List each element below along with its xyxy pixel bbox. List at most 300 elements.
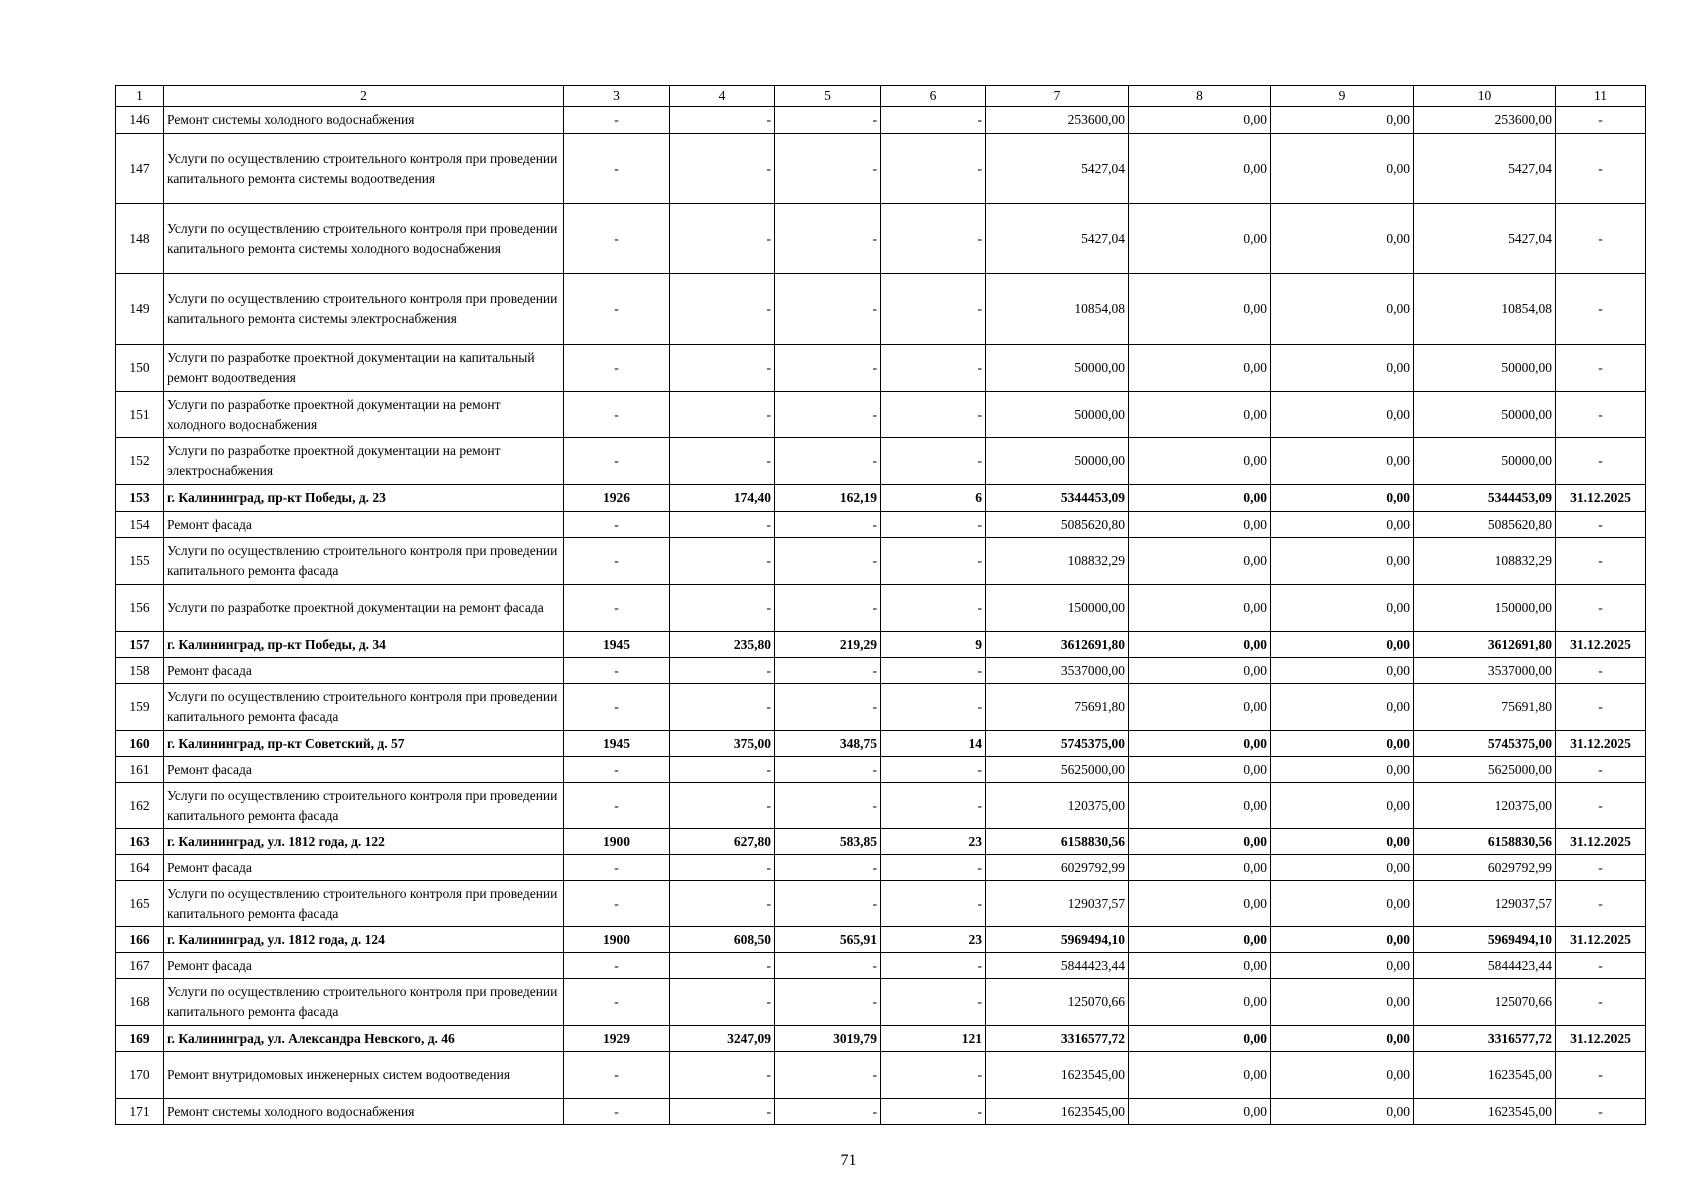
- owner-funds-cell: 125070,66: [1414, 979, 1556, 1026]
- federal-funds-cell: 0,00: [1129, 783, 1271, 829]
- work-item-row: [116, 684, 1646, 731]
- row-number-cell: 159: [116, 684, 164, 731]
- work-item-row: [116, 204, 1646, 274]
- work-item-row: [116, 658, 1646, 684]
- regional-funds-cell: 0,00: [1271, 538, 1414, 585]
- work-item-row: [116, 757, 1646, 783]
- owner-funds-cell: 5969494,10: [1414, 927, 1556, 953]
- description-cell: Ремонт внутридомовых инженерных систем водоотведения: [164, 1052, 564, 1099]
- area-total-cell: 235,80: [670, 632, 775, 658]
- federal-funds-cell: 0,00: [1129, 512, 1271, 538]
- year-cell: -: [564, 538, 670, 585]
- row-number-cell: 158: [116, 658, 164, 684]
- work-item-row: [116, 512, 1646, 538]
- year-cell: -: [564, 855, 670, 881]
- federal-funds-cell: 0,00: [1129, 979, 1271, 1026]
- deadline-cell: 31.12.2025: [1556, 632, 1646, 658]
- work-item-row: [116, 881, 1646, 927]
- residents-cell: -: [881, 512, 986, 538]
- area-total-cell: 608,50: [670, 927, 775, 953]
- regional-funds-cell: 0,00: [1271, 134, 1414, 204]
- federal-funds-cell: 0,00: [1129, 438, 1271, 485]
- residents-cell: 14: [881, 731, 986, 757]
- work-item-row: [116, 107, 1646, 134]
- area-total-cell: -: [670, 855, 775, 881]
- description-cell: г. Калининград, ул. 1812 года, д. 122: [164, 829, 564, 855]
- area-living-cell: 219,29: [775, 632, 881, 658]
- area-living-cell: 565,91: [775, 927, 881, 953]
- residents-cell: -: [881, 585, 986, 632]
- total-cost-cell: 50000,00: [986, 392, 1129, 438]
- regional-funds-cell: 0,00: [1271, 684, 1414, 731]
- work-item-row: [116, 1052, 1646, 1099]
- regional-funds-cell: 0,00: [1271, 204, 1414, 274]
- year-cell: -: [564, 684, 670, 731]
- work-item-row: [116, 392, 1646, 438]
- residents-cell: -: [881, 881, 986, 927]
- row-number-cell: 169: [116, 1026, 164, 1052]
- area-total-cell: -: [670, 585, 775, 632]
- total-cost-cell: 125070,66: [986, 979, 1129, 1026]
- total-cost-cell: 129037,57: [986, 881, 1129, 927]
- owner-funds-cell: 5085620,80: [1414, 512, 1556, 538]
- year-cell: -: [564, 345, 670, 392]
- description-cell: Услуги по осуществлению строительного контроля при проведении капитального ремонта фасада: [164, 979, 564, 1026]
- area-total-cell: -: [670, 1099, 775, 1125]
- area-living-cell: -: [775, 855, 881, 881]
- area-total-cell: -: [670, 953, 775, 979]
- federal-funds-cell: 0,00: [1129, 684, 1271, 731]
- area-living-cell: -: [775, 1099, 881, 1125]
- work-item-row: [116, 134, 1646, 204]
- area-living-cell: -: [775, 953, 881, 979]
- area-living-cell: 162,19: [775, 485, 881, 512]
- row-number-cell: 148: [116, 204, 164, 274]
- federal-funds-cell: 0,00: [1129, 658, 1271, 684]
- deadline-cell: -: [1556, 107, 1646, 134]
- regional-funds-cell: 0,00: [1271, 512, 1414, 538]
- column-header: 11: [1556, 86, 1646, 107]
- area-total-cell: -: [670, 783, 775, 829]
- regional-funds-cell: 0,00: [1271, 485, 1414, 512]
- work-item-row: [116, 855, 1646, 881]
- regional-funds-cell: 0,00: [1271, 953, 1414, 979]
- description-cell: Услуги по разработке проектной документации на ремонт холодного водоснабжения: [164, 392, 564, 438]
- column-header: 9: [1271, 86, 1414, 107]
- area-total-cell: -: [670, 881, 775, 927]
- year-cell: -: [564, 881, 670, 927]
- residents-cell: 9: [881, 632, 986, 658]
- area-living-cell: -: [775, 134, 881, 204]
- residents-cell: -: [881, 783, 986, 829]
- description-cell: Ремонт фасада: [164, 512, 564, 538]
- total-cost-cell: 3612691,80: [986, 632, 1129, 658]
- area-total-cell: 174,40: [670, 485, 775, 512]
- area-total-cell: 627,80: [670, 829, 775, 855]
- deadline-cell: -: [1556, 757, 1646, 783]
- federal-funds-cell: 0,00: [1129, 953, 1271, 979]
- regional-funds-cell: 0,00: [1271, 1026, 1414, 1052]
- residents-cell: -: [881, 392, 986, 438]
- description-cell: Ремонт фасада: [164, 658, 564, 684]
- regional-funds-cell: 0,00: [1271, 658, 1414, 684]
- owner-funds-cell: 6029792,99: [1414, 855, 1556, 881]
- description-cell: Ремонт системы холодного водоснабжения: [164, 107, 564, 134]
- total-cost-cell: 3537000,00: [986, 658, 1129, 684]
- regional-funds-cell: 0,00: [1271, 392, 1414, 438]
- column-header: 8: [1129, 86, 1271, 107]
- deadline-cell: -: [1556, 274, 1646, 345]
- owner-funds-cell: 120375,00: [1414, 783, 1556, 829]
- area-living-cell: -: [775, 757, 881, 783]
- area-total-cell: -: [670, 757, 775, 783]
- area-total-cell: -: [670, 134, 775, 204]
- residents-cell: 23: [881, 829, 986, 855]
- total-cost-cell: 3316577,72: [986, 1026, 1129, 1052]
- address-row: [116, 632, 1646, 658]
- area-living-cell: 348,75: [775, 731, 881, 757]
- residents-cell: -: [881, 107, 986, 134]
- description-cell: Услуги по осуществлению строительного контроля при проведении капитального ремонта системы водоотведения: [164, 134, 564, 204]
- area-living-cell: -: [775, 107, 881, 134]
- row-number-cell: 170: [116, 1052, 164, 1099]
- total-cost-cell: 120375,00: [986, 783, 1129, 829]
- residents-cell: -: [881, 684, 986, 731]
- area-total-cell: -: [670, 512, 775, 538]
- page-number: 71: [840, 1152, 857, 1169]
- total-cost-cell: 50000,00: [986, 345, 1129, 392]
- work-item-row: [116, 979, 1646, 1026]
- description-cell: Услуги по осуществлению строительного контроля при проведении капитального ремонта системы электроснабжения: [164, 274, 564, 345]
- owner-funds-cell: 5427,04: [1414, 134, 1556, 204]
- area-living-cell: -: [775, 658, 881, 684]
- year-cell: 1945: [564, 731, 670, 757]
- residents-cell: -: [881, 658, 986, 684]
- work-item-row: [116, 438, 1646, 485]
- total-cost-cell: 1623545,00: [986, 1052, 1129, 1099]
- residents-cell: -: [881, 953, 986, 979]
- row-number-cell: 146: [116, 107, 164, 134]
- area-total-cell: -: [670, 684, 775, 731]
- column-header: 4: [670, 86, 775, 107]
- residents-cell: -: [881, 979, 986, 1026]
- description-cell: г. Калининград, ул. Александра Невского, д. 46: [164, 1026, 564, 1052]
- row-number-cell: 171: [116, 1099, 164, 1125]
- area-living-cell: -: [775, 538, 881, 585]
- deadline-cell: -: [1556, 512, 1646, 538]
- regional-funds-cell: 0,00: [1271, 1099, 1414, 1125]
- area-total-cell: -: [670, 274, 775, 345]
- owner-funds-cell: 1623545,00: [1414, 1052, 1556, 1099]
- owner-funds-cell: 50000,00: [1414, 392, 1556, 438]
- description-cell: г. Калининград, пр-кт Победы, д. 34: [164, 632, 564, 658]
- year-cell: -: [564, 757, 670, 783]
- row-number-cell: 147: [116, 134, 164, 204]
- row-number-cell: 151: [116, 392, 164, 438]
- area-total-cell: -: [670, 345, 775, 392]
- row-number-cell: 157: [116, 632, 164, 658]
- deadline-cell: -: [1556, 1099, 1646, 1125]
- residents-cell: -: [881, 855, 986, 881]
- total-cost-cell: 6029792,99: [986, 855, 1129, 881]
- deadline-cell: -: [1556, 979, 1646, 1026]
- area-living-cell: -: [775, 204, 881, 274]
- row-number-cell: 166: [116, 927, 164, 953]
- owner-funds-cell: 253600,00: [1414, 107, 1556, 134]
- area-living-cell: -: [775, 881, 881, 927]
- year-cell: 1900: [564, 829, 670, 855]
- area-total-cell: -: [670, 438, 775, 485]
- description-cell: Услуги по разработке проектной документации на капитальный ремонт водоотведения: [164, 345, 564, 392]
- row-number-cell: 150: [116, 345, 164, 392]
- deadline-cell: -: [1556, 953, 1646, 979]
- federal-funds-cell: 0,00: [1129, 927, 1271, 953]
- year-cell: -: [564, 783, 670, 829]
- year-cell: 1900: [564, 927, 670, 953]
- residents-cell: 121: [881, 1026, 986, 1052]
- year-cell: -: [564, 979, 670, 1026]
- total-cost-cell: 108832,29: [986, 538, 1129, 585]
- description-cell: г. Калининград, пр-кт Советский, д. 57: [164, 731, 564, 757]
- owner-funds-cell: 5427,04: [1414, 204, 1556, 274]
- year-cell: -: [564, 134, 670, 204]
- residents-cell: -: [881, 274, 986, 345]
- year-cell: -: [564, 392, 670, 438]
- federal-funds-cell: 0,00: [1129, 392, 1271, 438]
- federal-funds-cell: 0,00: [1129, 274, 1271, 345]
- work-item-row: [116, 345, 1646, 392]
- deadline-cell: -: [1556, 345, 1646, 392]
- deadline-cell: -: [1556, 855, 1646, 881]
- deadline-cell: 31.12.2025: [1556, 485, 1646, 512]
- year-cell: 1945: [564, 632, 670, 658]
- row-number-cell: 163: [116, 829, 164, 855]
- regional-funds-cell: 0,00: [1271, 829, 1414, 855]
- address-row: [116, 1026, 1646, 1052]
- area-living-cell: -: [775, 512, 881, 538]
- description-cell: Ремонт фасада: [164, 757, 564, 783]
- federal-funds-cell: 0,00: [1129, 1099, 1271, 1125]
- area-living-cell: -: [775, 684, 881, 731]
- description-cell: г. Калининград, ул. 1812 года, д. 124: [164, 927, 564, 953]
- deadline-cell: -: [1556, 1052, 1646, 1099]
- description-cell: Ремонт системы холодного водоснабжения: [164, 1099, 564, 1125]
- residents-cell: 6: [881, 485, 986, 512]
- owner-funds-cell: 5745375,00: [1414, 731, 1556, 757]
- federal-funds-cell: 0,00: [1129, 829, 1271, 855]
- owner-funds-cell: 150000,00: [1414, 585, 1556, 632]
- owner-funds-cell: 1623545,00: [1414, 1099, 1556, 1125]
- area-living-cell: -: [775, 1052, 881, 1099]
- regional-funds-cell: 0,00: [1271, 1052, 1414, 1099]
- deadline-cell: -: [1556, 538, 1646, 585]
- area-living-cell: -: [775, 274, 881, 345]
- federal-funds-cell: 0,00: [1129, 881, 1271, 927]
- year-cell: 1926: [564, 485, 670, 512]
- column-number-row: [116, 86, 1646, 107]
- deadline-cell: -: [1556, 783, 1646, 829]
- year-cell: -: [564, 585, 670, 632]
- description-cell: Услуги по осуществлению строительного контроля при проведении капитального ремонта фасада: [164, 881, 564, 927]
- area-total-cell: -: [670, 1052, 775, 1099]
- year-cell: -: [564, 274, 670, 345]
- total-cost-cell: 75691,80: [986, 684, 1129, 731]
- description-cell: Ремонт фасада: [164, 953, 564, 979]
- area-total-cell: 375,00: [670, 731, 775, 757]
- row-number-cell: 167: [116, 953, 164, 979]
- deadline-cell: -: [1556, 204, 1646, 274]
- federal-funds-cell: 0,00: [1129, 1052, 1271, 1099]
- total-cost-cell: 150000,00: [986, 585, 1129, 632]
- area-total-cell: -: [670, 979, 775, 1026]
- total-cost-cell: 5969494,10: [986, 927, 1129, 953]
- federal-funds-cell: 0,00: [1129, 204, 1271, 274]
- area-total-cell: -: [670, 204, 775, 274]
- row-number-cell: 165: [116, 881, 164, 927]
- row-number-cell: 149: [116, 274, 164, 345]
- federal-funds-cell: 0,00: [1129, 1026, 1271, 1052]
- deadline-cell: -: [1556, 881, 1646, 927]
- regional-funds-cell: 0,00: [1271, 979, 1414, 1026]
- residents-cell: -: [881, 204, 986, 274]
- regional-funds-cell: 0,00: [1271, 585, 1414, 632]
- row-number-cell: 162: [116, 783, 164, 829]
- residents-cell: 23: [881, 927, 986, 953]
- regional-funds-cell: 0,00: [1271, 927, 1414, 953]
- row-number-cell: 155: [116, 538, 164, 585]
- row-number-cell: 152: [116, 438, 164, 485]
- area-living-cell: -: [775, 783, 881, 829]
- residents-cell: -: [881, 134, 986, 204]
- federal-funds-cell: 0,00: [1129, 585, 1271, 632]
- work-item-row: [116, 585, 1646, 632]
- owner-funds-cell: 129037,57: [1414, 881, 1556, 927]
- owner-funds-cell: 3316577,72: [1414, 1026, 1556, 1052]
- row-number-cell: 164: [116, 855, 164, 881]
- owner-funds-cell: 3537000,00: [1414, 658, 1556, 684]
- total-cost-cell: 5085620,80: [986, 512, 1129, 538]
- description-cell: Услуги по осуществлению строительного контроля при проведении капитального ремонта фасада: [164, 684, 564, 731]
- owner-funds-cell: 3612691,80: [1414, 632, 1556, 658]
- column-header: 2: [164, 86, 564, 107]
- regional-funds-cell: 0,00: [1271, 731, 1414, 757]
- area-living-cell: -: [775, 585, 881, 632]
- federal-funds-cell: 0,00: [1129, 538, 1271, 585]
- repair-program-table: [115, 85, 1646, 1125]
- total-cost-cell: 5344453,09: [986, 485, 1129, 512]
- regional-funds-cell: 0,00: [1271, 438, 1414, 485]
- federal-funds-cell: 0,00: [1129, 855, 1271, 881]
- area-total-cell: -: [670, 392, 775, 438]
- row-number-cell: 161: [116, 757, 164, 783]
- regional-funds-cell: 0,00: [1271, 783, 1414, 829]
- residents-cell: -: [881, 538, 986, 585]
- deadline-cell: 31.12.2025: [1556, 1026, 1646, 1052]
- description-cell: Ремонт фасада: [164, 855, 564, 881]
- owner-funds-cell: 6158830,56: [1414, 829, 1556, 855]
- owner-funds-cell: 5344453,09: [1414, 485, 1556, 512]
- column-header: 7: [986, 86, 1129, 107]
- deadline-cell: 31.12.2025: [1556, 731, 1646, 757]
- column-header: 5: [775, 86, 881, 107]
- address-row: [116, 731, 1646, 757]
- area-total-cell: 3247,09: [670, 1026, 775, 1052]
- address-row: [116, 927, 1646, 953]
- federal-funds-cell: 0,00: [1129, 107, 1271, 134]
- address-row: [116, 829, 1646, 855]
- deadline-cell: -: [1556, 134, 1646, 204]
- residents-cell: -: [881, 438, 986, 485]
- owner-funds-cell: 50000,00: [1414, 345, 1556, 392]
- area-total-cell: -: [670, 658, 775, 684]
- regional-funds-cell: 0,00: [1271, 274, 1414, 345]
- row-number-cell: 153: [116, 485, 164, 512]
- area-total-cell: -: [670, 538, 775, 585]
- year-cell: 1929: [564, 1026, 670, 1052]
- residents-cell: -: [881, 1099, 986, 1125]
- description-cell: г. Калининград, пр-кт Победы, д. 23: [164, 485, 564, 512]
- federal-funds-cell: 0,00: [1129, 134, 1271, 204]
- area-living-cell: -: [775, 345, 881, 392]
- deadline-cell: -: [1556, 585, 1646, 632]
- total-cost-cell: 5625000,00: [986, 757, 1129, 783]
- regional-funds-cell: 0,00: [1271, 632, 1414, 658]
- work-item-row: [116, 274, 1646, 345]
- row-number-cell: 168: [116, 979, 164, 1026]
- row-number-cell: 160: [116, 731, 164, 757]
- area-living-cell: -: [775, 392, 881, 438]
- column-header: 6: [881, 86, 986, 107]
- federal-funds-cell: 0,00: [1129, 485, 1271, 512]
- column-header: 3: [564, 86, 670, 107]
- regional-funds-cell: 0,00: [1271, 855, 1414, 881]
- total-cost-cell: 10854,08: [986, 274, 1129, 345]
- row-number-cell: 156: [116, 585, 164, 632]
- deadline-cell: -: [1556, 438, 1646, 485]
- owner-funds-cell: 10854,08: [1414, 274, 1556, 345]
- area-living-cell: 3019,79: [775, 1026, 881, 1052]
- deadline-cell: -: [1556, 392, 1646, 438]
- total-cost-cell: 50000,00: [986, 438, 1129, 485]
- total-cost-cell: 5844423,44: [986, 953, 1129, 979]
- work-item-row: [116, 783, 1646, 829]
- year-cell: -: [564, 438, 670, 485]
- column-header: 10: [1414, 86, 1556, 107]
- owner-funds-cell: 50000,00: [1414, 438, 1556, 485]
- row-number-cell: 154: [116, 512, 164, 538]
- owner-funds-cell: 108832,29: [1414, 538, 1556, 585]
- deadline-cell: -: [1556, 684, 1646, 731]
- year-cell: -: [564, 1052, 670, 1099]
- owner-funds-cell: 5625000,00: [1414, 757, 1556, 783]
- description-cell: Услуги по осуществлению строительного контроля при проведении капитального ремонта системы холодного водоснабжения: [164, 204, 564, 274]
- description-cell: Услуги по осуществлению строительного контроля при проведении капитального ремонта фасада: [164, 783, 564, 829]
- column-header: 1: [116, 86, 164, 107]
- area-living-cell: 583,85: [775, 829, 881, 855]
- year-cell: -: [564, 204, 670, 274]
- description-cell: Услуги по разработке проектной документации на ремонт фасада: [164, 585, 564, 632]
- federal-funds-cell: 0,00: [1129, 345, 1271, 392]
- area-living-cell: -: [775, 979, 881, 1026]
- total-cost-cell: 253600,00: [986, 107, 1129, 134]
- regional-funds-cell: 0,00: [1271, 345, 1414, 392]
- deadline-cell: 31.12.2025: [1556, 927, 1646, 953]
- year-cell: -: [564, 107, 670, 134]
- total-cost-cell: 5427,04: [986, 134, 1129, 204]
- deadline-cell: -: [1556, 658, 1646, 684]
- address-row: [116, 485, 1646, 512]
- year-cell: -: [564, 512, 670, 538]
